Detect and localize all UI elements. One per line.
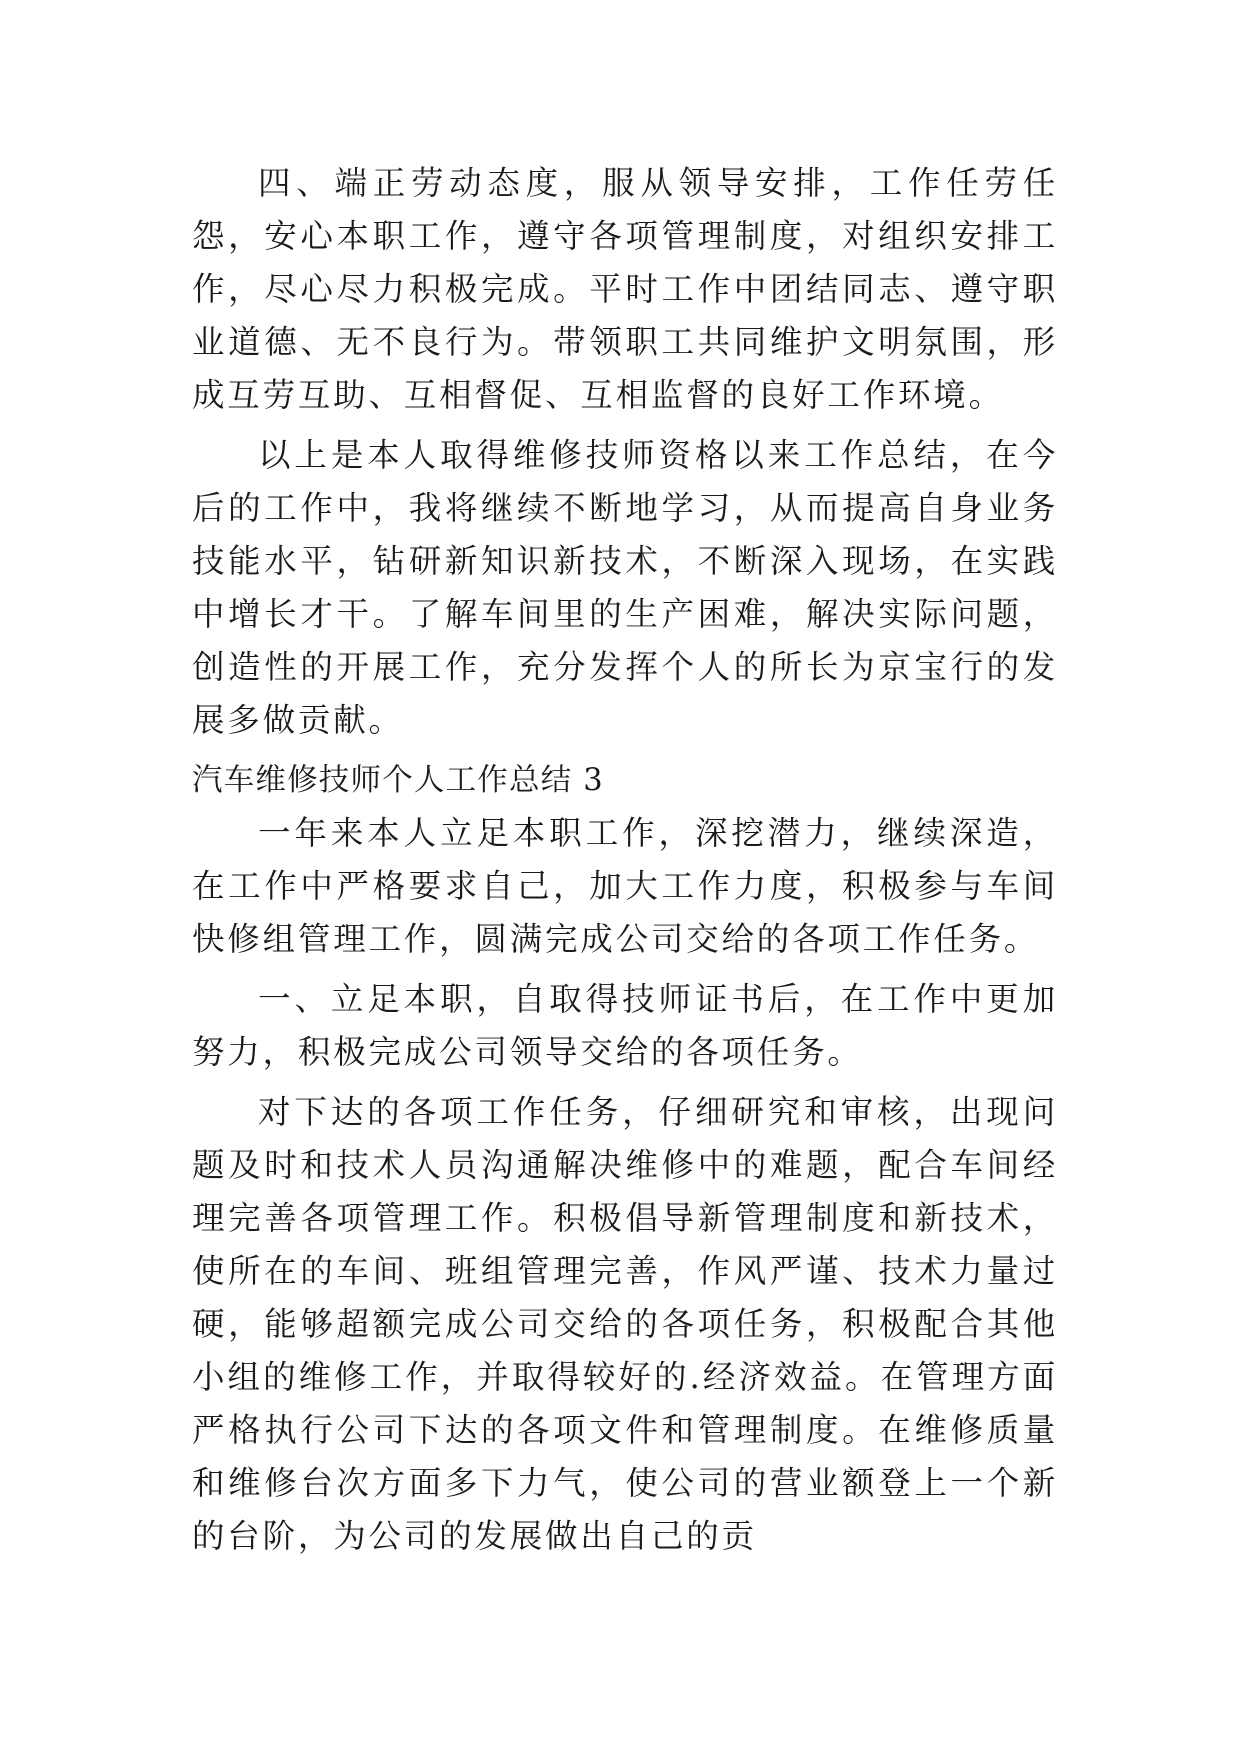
paragraph-point-one: 一、立足本职，自取得技师证书后，在工作中更加努力，积极完成公司领导交给的各项任务。 (192, 980, 1058, 1071)
paragraph-conclusion: 以上是本人取得维修技师资格以来工作总结，在今后的工作中，我将继续不断地学习，从而提高自身业务技能水平，钻研新知识新技术，不断深入现场，在实践中增长才干。了解车间里的生产困难，解决实际问题，创造性的开展工作，充分发挥个人的所长为京宝行的发展多做贡献。 (192, 436, 1058, 739)
document-page (192, 157, 1058, 1570)
paragraph-attitude: 四、端正劳动态度，服从领导安排，工作任劳任怨，安心本职工作，遵守各项管理制度，对组织安排工作，尽心尽力积极完成。平时工作中团结同志、遵守职业道德、无不良行为。带领职工共同维护文明氛围，形成互劳互助、互相督促、互相监督的良好工作环境。 (192, 164, 1058, 414)
paragraph-intro: 一年来本人立足本职工作，深挖潜力，继续深造，在工作中严格要求自己，加大工作力度，积极参与车间快修组管理工作，圆满完成公司交给的各项工作任务。 (192, 814, 1058, 958)
paragraph-tasks: 对下达的各项工作任务，仔细研究和审核，出现问题及时和技术人员沟通解决维修中的难题，配合车间经理完善各项管理工作。积极倡导新管理制度和新技术，使所在的车间、班组管理完善，作风严谨、技术力量过硬，能够超额完成公司交给的各项任务，积极配合其他小组的维修工作，并取得较好的.经济效益。在管理方面严格执行公司下达的各项文件和管理制度。在维修质量和维修台次方面多下力气，使公司的营业额登上一个新的台阶，为公司的发展做出自己的贡 (192, 1093, 1058, 1555)
section-title: 汽车维修技师个人工作总结 3 (192, 763, 604, 798)
